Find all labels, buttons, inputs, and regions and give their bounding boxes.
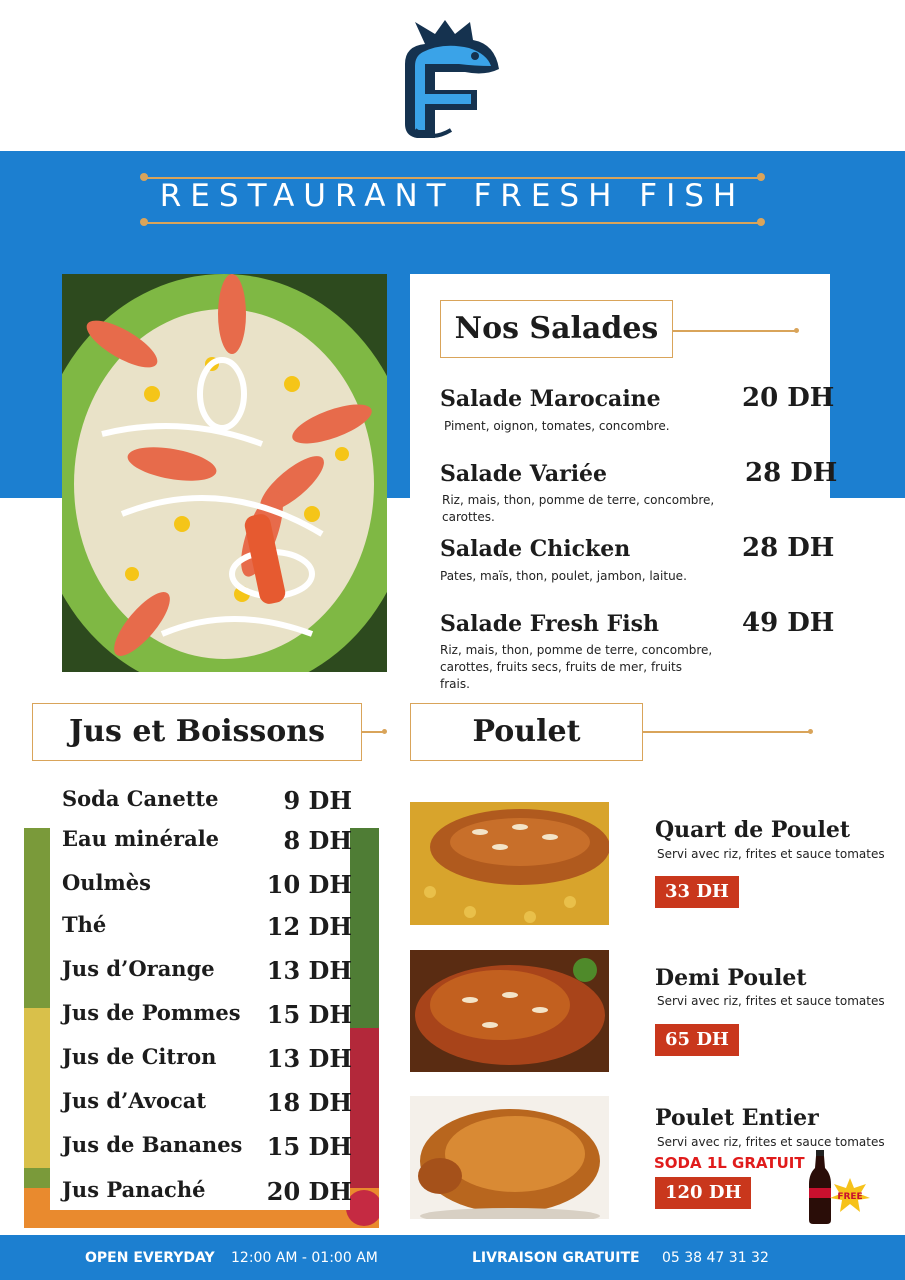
- drink-row: [62, 786, 352, 816]
- drink-price: 15 DH: [266, 1132, 352, 1161]
- drink-name: Jus d’Avocat: [62, 1088, 207, 1113]
- salad-desc: Riz, mais, thon, pomme de terre, concombre, carottes.: [442, 493, 715, 524]
- salad-price: 20 DH: [742, 383, 835, 413]
- chicken-item-price: 33 DH: [655, 876, 739, 908]
- drink-price: 9 DH: [283, 786, 352, 815]
- drinks-heading-text: Jus et Boissons: [69, 714, 325, 749]
- rule-dot: [794, 328, 799, 333]
- salads-heading-text: Nos Salades: [454, 311, 659, 346]
- rule-dot: [808, 729, 813, 734]
- chicken-item-name: Quart de Poulet: [655, 817, 851, 843]
- rule-dot: [757, 218, 765, 226]
- drink-row: [62, 1000, 352, 1030]
- drink-row: [62, 1088, 352, 1118]
- chicken-item-name: Poulet Entier: [655, 1105, 819, 1131]
- restaurant-logo: [395, 14, 507, 146]
- drink-row: [62, 826, 352, 856]
- footer-phone: 05 38 47 31 32: [662, 1250, 769, 1266]
- drink-price: 13 DH: [266, 956, 352, 985]
- salad-name: Salade Fresh Fish: [440, 611, 660, 637]
- chicken-quarter-photo: [410, 802, 609, 925]
- chicken-whole-photo: [410, 1096, 609, 1219]
- fish-logo-icon: [395, 14, 507, 146]
- salad-desc: Riz, mais, thon, pomme de terre, concombre, carottes, fruits secs, fruits de mer, fruits frais.: [440, 643, 713, 691]
- drink-name: Jus de Bananes: [62, 1132, 243, 1157]
- drink-price: 13 DH: [266, 1044, 352, 1073]
- drink-price: 20 DH: [266, 1177, 352, 1206]
- drink-name: Oulmès: [62, 870, 151, 895]
- drink-name: Jus Panaché: [62, 1177, 206, 1202]
- drink-name: Jus de Pommes: [62, 1000, 241, 1025]
- salad-photo: [62, 274, 387, 672]
- restaurant-title: RESTAURANT FRESH FISH: [159, 178, 746, 214]
- footer-open-label: OPEN EVERYDAY: [85, 1250, 215, 1266]
- chicken-item-desc: Servi avec riz, frites et sauce tomates: [657, 1135, 885, 1149]
- chicken-half-photo: [410, 950, 609, 1072]
- salad-desc: Piment, oignon, tomates, concombre.: [444, 419, 670, 433]
- salads-heading-rule: [672, 330, 796, 332]
- chicken-item-price: 120 DH: [655, 1177, 751, 1209]
- drinks-heading-rule: [361, 731, 383, 733]
- drink-name: Thé: [62, 912, 107, 937]
- drink-name: Eau minérale: [62, 826, 220, 851]
- salad-price: 28 DH: [745, 458, 838, 488]
- drink-price: 18 DH: [266, 1088, 352, 1117]
- drink-price: 12 DH: [266, 912, 352, 941]
- drink-price: 10 DH: [266, 870, 352, 899]
- chicken-heading-text: Poulet: [472, 714, 581, 749]
- drink-name: Jus d’Orange: [62, 956, 215, 981]
- drink-name: Jus de Citron: [62, 1044, 217, 1069]
- drink-price: 8 DH: [283, 826, 352, 855]
- chicken-heading-rule: [642, 731, 810, 733]
- salad-price: 49 DH: [742, 608, 835, 638]
- rule-dot: [382, 729, 387, 734]
- drink-name: Soda Canette: [62, 786, 219, 811]
- drink-row: [62, 1044, 352, 1074]
- salad-name: Salade Chicken: [440, 536, 631, 562]
- salad-name: Salade Marocaine: [440, 386, 661, 412]
- drink-row: [62, 870, 352, 900]
- chicken-item-price: 65 DH: [655, 1024, 739, 1056]
- chicken-item-desc: Servi avec riz, frites et sauce tomates: [657, 994, 885, 1008]
- salad-name: Salade Variée: [440, 461, 608, 487]
- drink-row: [62, 956, 352, 986]
- drink-row: [62, 912, 352, 942]
- title-bottom-rule: [144, 222, 760, 224]
- chicken-item-name: Demi Poulet: [655, 965, 807, 991]
- footer-hours: 12:00 AM - 01:00 AM: [231, 1250, 378, 1266]
- drink-row: [62, 1177, 352, 1207]
- drinks-heading: [32, 703, 362, 761]
- free-badge-text: FREE: [837, 1192, 863, 1202]
- footer-delivery-label: LIVRAISON GRATUITE: [472, 1250, 640, 1266]
- chicken-item-desc: Servi avec riz, frites et sauce tomates: [657, 847, 885, 861]
- free-badge-icon: [830, 1178, 870, 1212]
- rule-dot: [140, 218, 148, 226]
- salads-heading: [440, 300, 673, 358]
- salad-price: 28 DH: [742, 533, 835, 563]
- salad-desc: Pates, maïs, thon, poulet, jambon, laitue.: [440, 569, 687, 583]
- drink-price: 15 DH: [266, 1000, 352, 1029]
- promo-text: SODA 1L GRATUIT: [654, 1154, 805, 1172]
- drink-row: [62, 1132, 352, 1162]
- footer-bar: [0, 1235, 905, 1280]
- chicken-heading: [410, 703, 643, 761]
